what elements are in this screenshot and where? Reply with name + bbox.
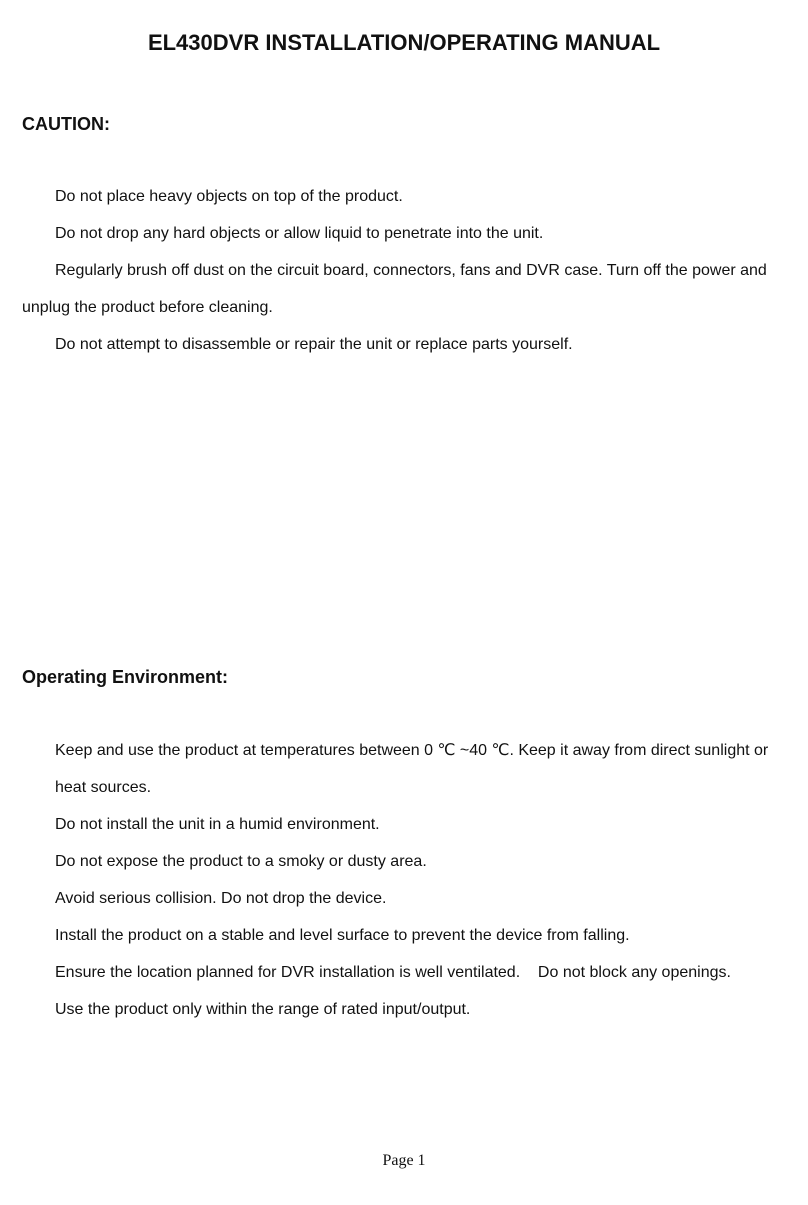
operating-environment-heading: Operating Environment: [22, 667, 229, 687]
environment-item: Do not install the unit in a humid environment. [55, 816, 380, 833]
page-number: Page 1 [382, 1152, 426, 1169]
environment-item: Install the product on a stable and level surface to prevent the device from falling. [55, 927, 630, 944]
caution-list [22, 178, 788, 363]
environment-item: Ensure the location planned for DVR installation is well ventilated. Do not block any openings. [55, 964, 731, 981]
operating-environment-list [22, 732, 788, 1028]
environment-item: Use the product only within the range of rated input/output. [55, 1001, 471, 1018]
environment-item: Do not expose the product to a smoky or dusty area. [55, 853, 427, 870]
caution-item: Do not attempt to disassemble or repair the unit or replace parts yourself. [55, 336, 573, 353]
caution-item: Do not place heavy objects on top of the product. [55, 188, 403, 205]
caution-item: Do not drop any hard objects or allow liquid to penetrate into the unit. [55, 225, 544, 242]
caution-heading: CAUTION: [22, 114, 110, 134]
page-title: EL430DVR INSTALLATION/OPERATING MANUAL [147, 30, 661, 55]
environment-item: Avoid serious collision. Do not drop the device. [55, 890, 387, 907]
caution-item: Regularly brush off dust on the circuit board, connectors, fans and DVR case. Turn off the power and unplug the product before cleaning. [22, 262, 767, 316]
environment-item: Keep and use the product at temperatures between 0 ℃ ~40 ℃. Keep it away from direct sunlight or heat sources. [55, 742, 769, 796]
